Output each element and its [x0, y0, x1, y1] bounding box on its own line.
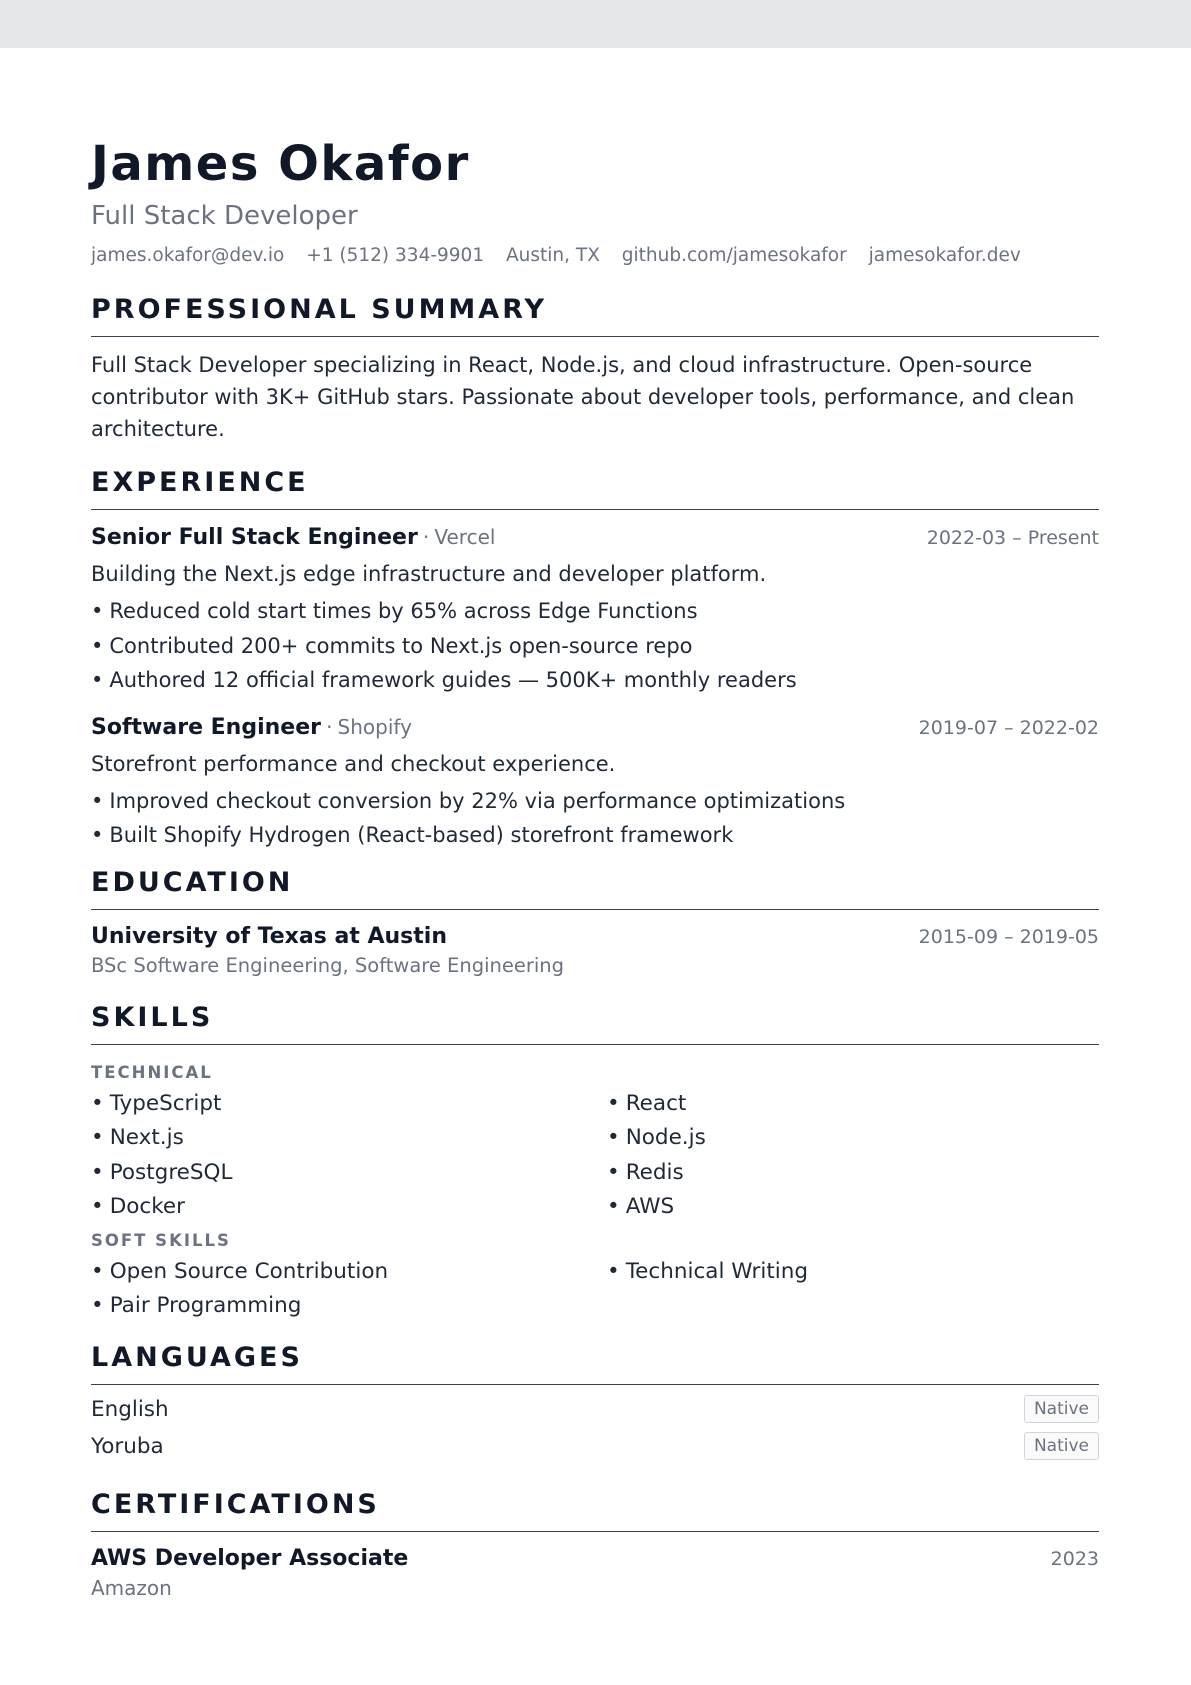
contact-location: Austin, TX: [506, 245, 600, 266]
list-item: • Reduced cold start times by 65% across Edge Functions: [91, 594, 1099, 629]
section-title-experience: EXPERIENCE: [91, 467, 1099, 510]
top-bar: [0, 0, 1191, 48]
skill-item: • Node.js: [607, 1121, 1099, 1156]
skill-item: • Pair Programming: [91, 1289, 607, 1324]
job-dates: 2019-07 – 2022-02: [918, 716, 1099, 739]
language-name: Yoruba: [91, 1433, 164, 1459]
skill-list: [91, 1255, 1099, 1324]
language-name: English: [91, 1396, 169, 1422]
job-description: Building the Next.js edge infrastructure and developer platform.: [91, 562, 767, 586]
section-title-education: EDUCATION: [91, 867, 1099, 910]
certification-name: AWS Developer Associate: [91, 1545, 409, 1571]
separator: ·: [326, 714, 333, 739]
job-achievements: [91, 784, 1099, 853]
languages-section: [91, 1342, 1099, 1465]
job-description: Storefront performance and checkout experience.: [91, 751, 616, 776]
degree: BSc Software Engineering, Software Engineering: [91, 953, 565, 977]
contact-phone: +1 (512) 334-9901: [306, 245, 485, 266]
skill-item: • PostgreSQL: [91, 1156, 607, 1191]
skill-item: • AWS: [607, 1190, 1099, 1225]
list-item: • Contributed 200+ commits to Next.js open-source repo: [91, 629, 1099, 664]
language-level-badge: Native: [1024, 1432, 1099, 1460]
education-section: [91, 867, 1099, 980]
job-entry: [91, 522, 1099, 698]
job-company: Shopify: [337, 714, 412, 739]
candidate-title: Full Stack Developer: [91, 201, 358, 231]
section-title-certifications: CERTIFICATIONS: [91, 1489, 1099, 1532]
skill-list: [91, 1087, 1099, 1225]
certification-issuer: Amazon: [91, 1575, 172, 1600]
section-title-summary: PROFESSIONAL SUMMARY: [91, 294, 1099, 337]
separator: ·: [422, 525, 430, 549]
contact-github: github.com/jamesokafor: [621, 245, 847, 266]
job-company: Vercel: [434, 525, 496, 549]
skill-category-label: SOFT SKILLS: [91, 1230, 231, 1250]
experience-section: [91, 467, 1099, 853]
section-title-languages: LANGUAGES: [91, 1342, 1099, 1385]
skills-section: [91, 1002, 1099, 1324]
skill-item: • Redis: [607, 1156, 1099, 1191]
summary-text: Full Stack Developer specializing in React, Node.js, and cloud infrastructure. Open-source contributor with 3K+ GitHub stars. Passionate about developer tools, performance, and clean architecture.: [91, 353, 1075, 441]
skill-item: • React: [607, 1087, 1099, 1122]
list-item: • Authored 12 official framework guides — 500K+ monthly readers: [91, 663, 1099, 698]
skill-item: • Open Source Contribution: [91, 1255, 607, 1290]
contact-email: james.okafor@dev.io: [91, 245, 285, 266]
section-title-skills: SKILLS: [91, 1002, 1099, 1045]
education-dates: 2015-09 – 2019-05: [918, 925, 1099, 948]
candidate-name: James Okafor: [91, 136, 470, 192]
summary-section: [91, 294, 1099, 445]
list-item: • Improved checkout conversion by 22% via performance optimizations: [91, 784, 1099, 819]
skill-item: • Technical Writing: [607, 1255, 1099, 1290]
job-title: Senior Full Stack Engineer: [91, 525, 418, 550]
language-row: [91, 1428, 1099, 1465]
skill-item: • Docker: [91, 1190, 607, 1225]
language-row: [91, 1391, 1099, 1428]
language-level-badge: Native: [1024, 1395, 1099, 1423]
job-entry: [91, 712, 1099, 853]
job-title: Software Engineer: [91, 714, 321, 740]
skill-item: • TypeScript: [91, 1087, 607, 1122]
skill-item: • Next.js: [91, 1121, 607, 1156]
job-dates: 2022-03 – Present: [926, 527, 1099, 549]
resume-page: [0, 48, 1191, 1602]
skill-category-label: TECHNICAL: [91, 1062, 213, 1082]
list-item: • Built Shopify Hydrogen (React-based) storefront framework: [91, 818, 1099, 853]
contact-line: [91, 244, 1099, 268]
school-name: University of Texas at Austin: [91, 923, 447, 949]
job-achievements: [91, 594, 1099, 698]
certification-year: 2023: [1050, 1547, 1099, 1570]
contact-website: jamesokafor.dev: [868, 245, 1021, 266]
certifications-section: [91, 1489, 1099, 1602]
